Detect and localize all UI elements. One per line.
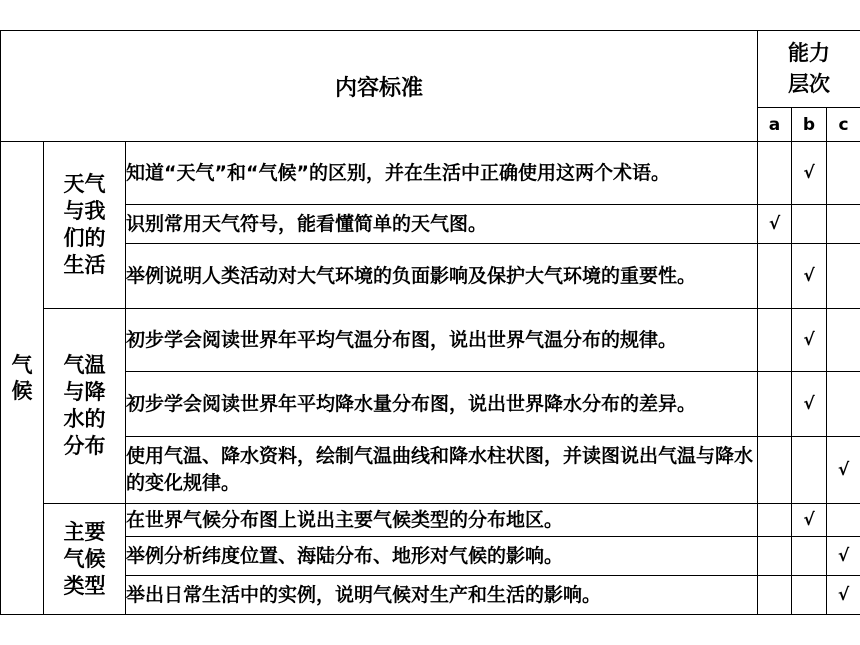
subcategory-line: 与我 — [63, 199, 106, 223]
standard-description: 举例说明人类活动对大气环境的负面影响及保护大气环境的重要性。 — [126, 244, 758, 309]
table-row — [1, 576, 860, 615]
subcategory-weather-and-life — [44, 142, 126, 309]
level-a-cell — [758, 537, 792, 576]
standard-description: 初步学会阅读世界年平均气温分布图，说出世界气温分布的规律。 — [126, 309, 758, 372]
header-row — [1, 31, 860, 108]
subcategory-temperature-precipitation — [44, 309, 126, 504]
standard-description: 举例分析纬度位置、海陆分布、地形对气候的影响。 — [126, 537, 758, 576]
level-b-cell — [792, 537, 827, 576]
level-b-cell: √ — [792, 309, 827, 372]
standard-description: 初步学会阅读世界年平均降水量分布图，说出世界降水分布的差异。 — [126, 372, 758, 437]
table-row — [1, 504, 860, 537]
ability-level-header — [758, 31, 860, 108]
content-standard-table — [0, 30, 860, 615]
standard-description: 在世界气候分布图上说出主要气候类型的分布地区。 — [126, 504, 758, 537]
level-c-cell: √ — [827, 576, 860, 615]
level-a-cell — [758, 309, 792, 372]
level-a-cell — [758, 244, 792, 309]
level-c-cell — [827, 142, 860, 205]
level-b-cell: √ — [792, 244, 827, 309]
subcategory-line: 天气 — [63, 172, 106, 196]
subcategory-line: 主要 — [63, 519, 106, 544]
level-b-cell: √ — [792, 142, 827, 205]
level-a-cell — [758, 142, 792, 205]
content-standard-title: 内容标准 — [334, 75, 423, 101]
subcategory-line: 气候 — [63, 546, 106, 571]
table-row — [1, 437, 860, 504]
level-b-cell — [792, 437, 827, 504]
level-c-cell — [827, 372, 860, 437]
subcategory-main-climate-types — [44, 504, 126, 615]
subcategory-line: 与降 — [63, 380, 106, 404]
level-a-cell — [758, 504, 792, 537]
level-c-cell — [827, 205, 860, 244]
level-c-cell — [827, 504, 860, 537]
table-row — [1, 205, 860, 244]
subcategory-line: 水的 — [63, 407, 106, 431]
ability-level-line2: 层次 — [788, 72, 830, 96]
table-row — [1, 244, 860, 309]
table-row — [1, 537, 860, 576]
table-row — [1, 372, 860, 437]
level-a-cell — [758, 372, 792, 437]
level-c-cell — [827, 244, 860, 309]
standard-description: 使用气温、降水资料，绘制气温曲线和降水柱状图，并读图说出气温与降水的变化规律。 — [126, 437, 758, 504]
standard-description: 举出日常生活中的实例，说明气候对生产和生活的影响。 — [126, 576, 758, 615]
subcategory-line: 类型 — [63, 573, 106, 598]
level-c-cell: √ — [827, 437, 860, 504]
level-a-cell — [758, 576, 792, 615]
subcategory-line: 们的 — [63, 226, 106, 250]
level-c-header: c — [827, 108, 860, 142]
subcategory-line: 分布 — [63, 434, 106, 458]
category-climate — [1, 142, 44, 615]
ability-level-line1: 能力 — [788, 41, 830, 65]
category-line1: 气 — [11, 353, 33, 377]
category-line2: 候 — [11, 379, 33, 403]
level-b-header: b — [792, 108, 827, 142]
table-row — [1, 309, 860, 372]
level-b-cell — [792, 205, 827, 244]
subcategory-line: 气温 — [63, 353, 106, 377]
level-a-cell: √ — [758, 205, 792, 244]
level-b-cell: √ — [792, 372, 827, 437]
subcategory-line: 生活 — [63, 253, 106, 277]
table-row — [1, 142, 860, 205]
level-b-cell: √ — [792, 504, 827, 537]
level-a-header: a — [758, 108, 792, 142]
level-c-cell: √ — [827, 537, 860, 576]
standard-description: 知道“天气”和“气候”的区别，并在生活中正确使用这两个术语。 — [126, 142, 758, 205]
level-a-cell — [758, 437, 792, 504]
content-standard-header — [1, 31, 758, 142]
level-c-cell — [827, 309, 860, 372]
standard-description: 识别常用天气符号，能看懂简单的天气图。 — [126, 205, 758, 244]
level-b-cell — [792, 576, 827, 615]
